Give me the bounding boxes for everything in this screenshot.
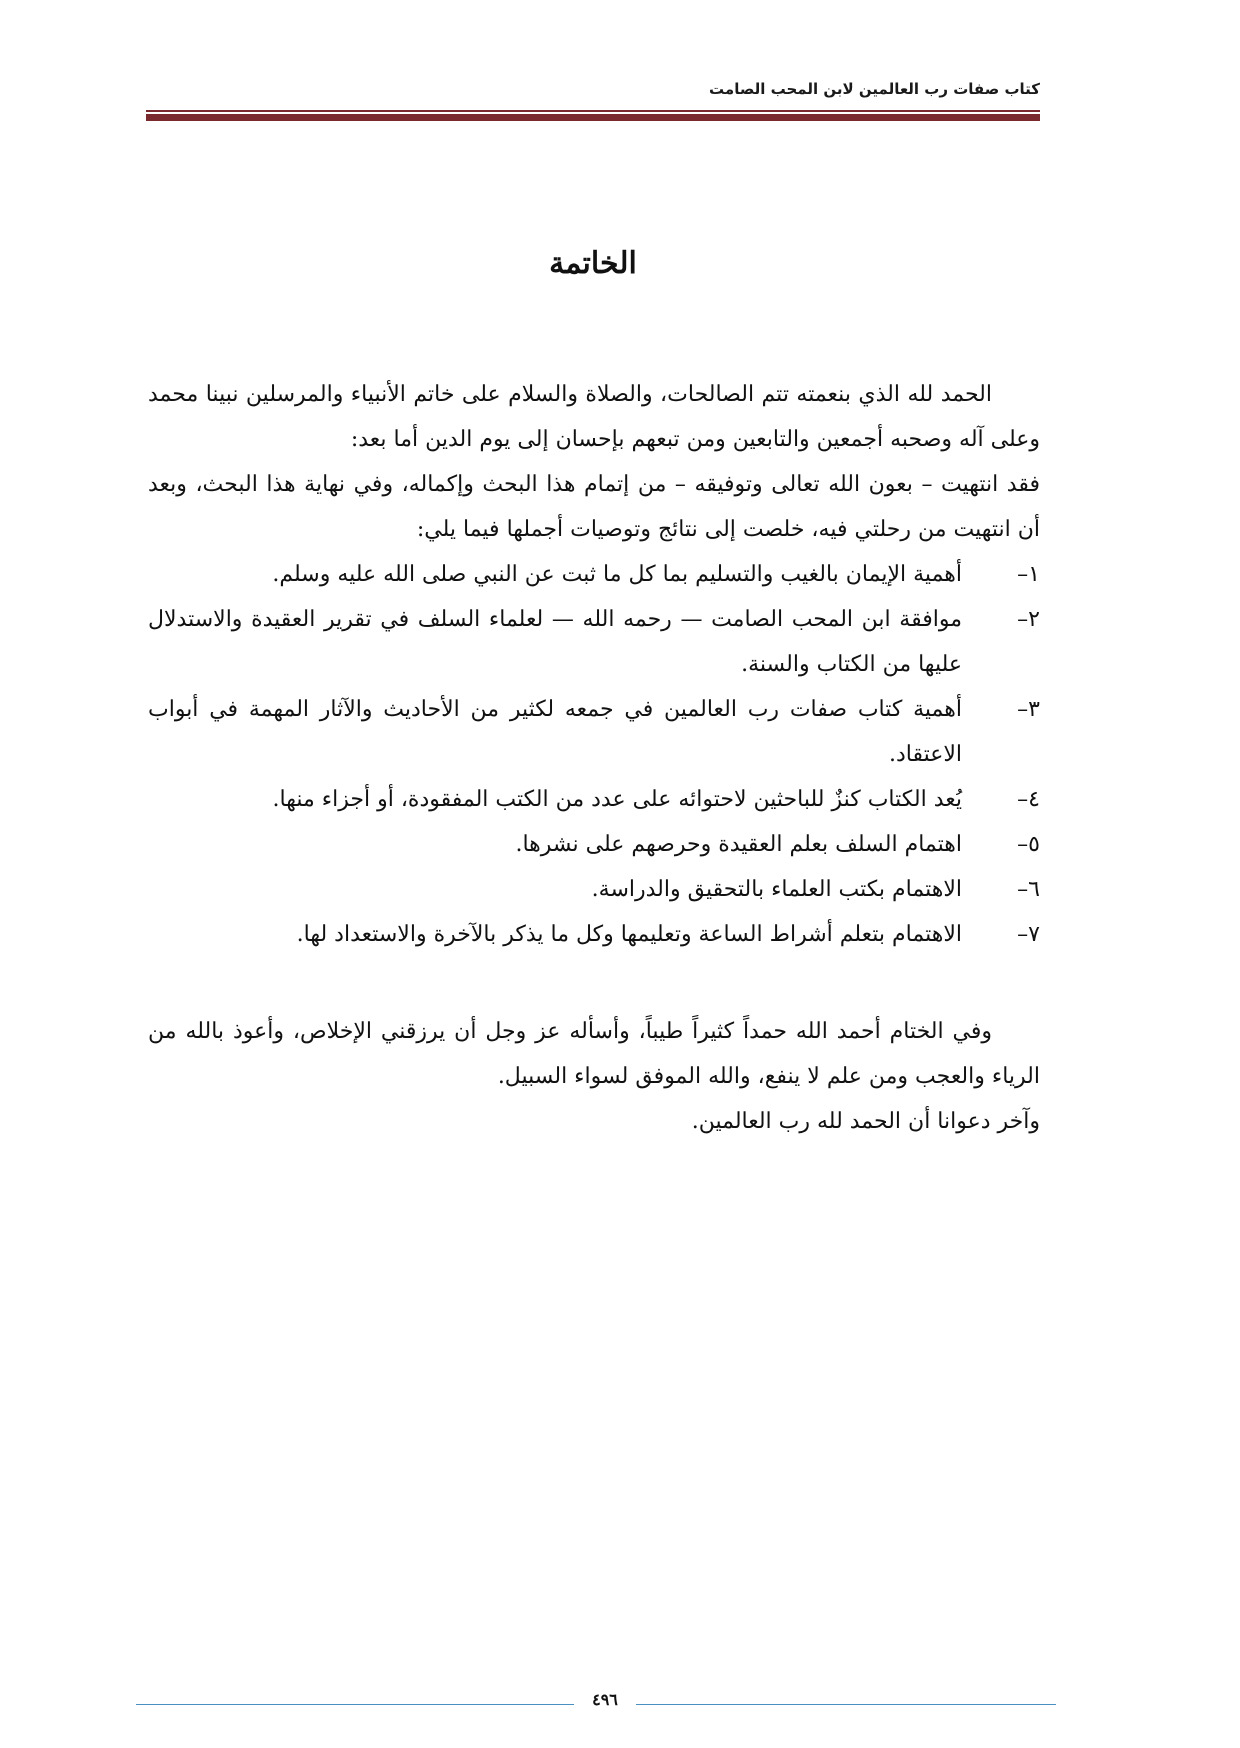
list-item-text: الاهتمام بكتب العلماء بالتحقيق والدراسة. [591,877,962,902]
intro-paragraph-2: فقد انتهيت – بعون الله تعالى وتوفيقه – من إتمام هذا البحث وإكماله، وفي نهاية هذا البحث، وبعد أن انتهيت من رحلتي فيه، خلصت إلى نتائج وتوصيات أجملها فيما يلي: [148,472,1040,542]
list-item-number: ٢– [1017,607,1040,632]
intro-paragraph-1: الحمد لله الذي بنعمته تتم الصالحات، والصلاة والسلام على خاتم الأنبياء والمرسلين نبينا محمد وعلى آله وصحبه أجمعين والتابعين ومن تبعهم بإحسان إلى يوم الدين أما بعد: [148,382,1040,452]
list-item-number: ٥– [1017,832,1040,857]
page-number: ٤٩٦ [592,1690,618,1709]
list-item [148,552,1040,597]
list-item-text: أهمية كتاب صفات رب العالمين في جمعه لكثير من الأحاديث والآثار المهمة في أبواب الاعتقاد. [148,697,962,767]
list-item-text: اهتمام السلف بعلم العقيدة وحرصهم على نشرها. [515,832,962,857]
list-item-number: ٤– [1017,787,1040,812]
list-item-number: ٣– [1017,697,1040,722]
closing-paragraph-1: وفي الختام أحمد الله حمداً كثيراً طيباً، وأسأله عز وجل أن يرزقني الإخلاص، وأعوذ بالله من الرياء والعجب ومن علم لا ينفع، والله الموفق لسواء السبيل. [148,1019,1040,1089]
footer-rule-left [136,1704,574,1705]
closing-paragraph-2: وآخر دعوانا أن الحمد لله رب العالمين. [691,1109,1040,1134]
section-gap [148,957,1040,1009]
header-rule-thin [146,110,1040,112]
list-item [148,597,1040,687]
list-item [148,822,1040,867]
list-item [148,777,1040,822]
list-item [148,687,1040,777]
running-header: كتاب صفات رب العالمين لابن المحب الصامت [709,80,1040,98]
list-item-text: موافقة ابن المحب الصامت — رحمه الله — لعلماء السلف في تقرير العقيدة والاستدلال عليها من الكتاب والسنة. [148,607,962,677]
list-item-number: ١– [1017,562,1040,587]
body-text [148,372,1040,1144]
list-item-text: أهمية الإيمان بالغيب والتسليم بما كل ما ثبت عن النبي صلى الله عليه وسلم. [272,562,962,587]
list-item-number: ٧– [1017,922,1040,947]
header-rule-thick [146,114,1040,121]
results-list [148,552,1040,957]
list-item-number: ٦– [1017,877,1040,902]
footer-rule-right [636,1704,1056,1705]
list-item [148,867,1040,912]
list-item [148,912,1040,957]
chapter-title: الخاتمة [549,246,637,281]
list-item-text: الاهتمام بتعلم أشراط الساعة وتعليمها وكل ما يذكر بالآخرة والاستعداد لها. [296,922,962,947]
list-item-text: يُعد الكتاب كنزٌ للباحثين لاحتوائه على عدد من الكتب المفقودة، أو أجزاء منها. [272,787,962,812]
